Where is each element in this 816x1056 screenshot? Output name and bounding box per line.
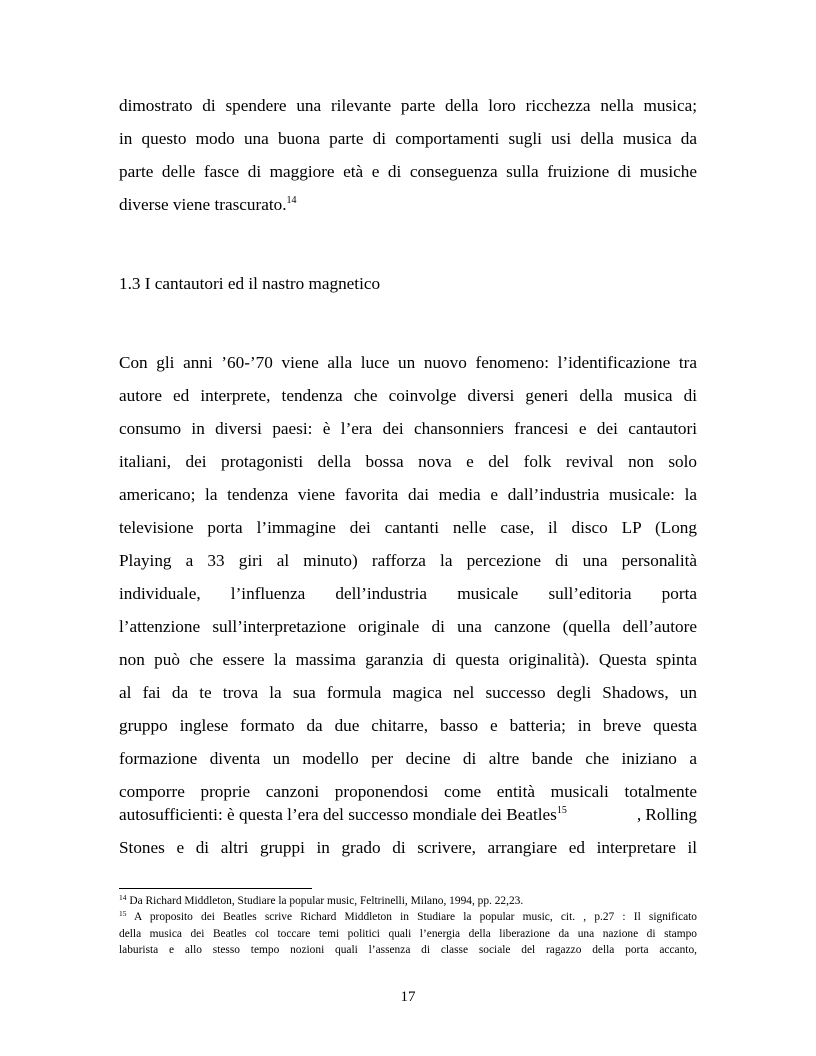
body-line: autosufficienti: è questa l’era del successo mondiale dei Beatles$^{15}$ , Rolling [119,805,697,824]
body-line: gruppo inglese formato da due chitarre, basso e batteria; in breve questa [119,716,697,735]
intro-line: dimostrato di spendere una rilevante parte della loro ricchezza nella musica; [119,96,697,115]
body-line: non può che essere la massima garanzia di questa originalità). Questa spinta [119,650,697,669]
page-number: 17 [400,989,416,1005]
body-line: al fai da te trova la sua formula magica nel successo degli Shadows, un [119,683,697,702]
body-line: l’attenzione sull’interpretazione originale di una canzone (quella dell’autore [119,617,697,636]
body-line: comporre proprie canzoni proponendosi come entità musicali totalmente [119,782,697,801]
body-line: Stones e di altri gruppi in grado di scrivere, arrangiare ed interpretare il [119,838,697,857]
section-heading: 1.3 I cantautori ed il nastro magnetico [119,274,381,293]
footnote-15: $^{15}$ A proposito dei Beatles scrive Richard Middleton in Studiare la popular music, cit. , p.27 : Il significato [119,910,697,923]
intro-line: in questo modo una buona parte di comportamenti sugli usi della musica da [119,129,697,148]
body-line: televisione porta l’immagine dei cantanti nelle case, il disco LP (Long [119,518,697,537]
body-line: Con gli anni ’60-’70 viene alla luce un nuovo fenomeno: l’identificazione tra [119,353,697,372]
intro-line: diverse viene trascurato.$^{14}$ [119,195,297,214]
body-line: autore ed interprete, tendenza che coinvolge diversi generi della musica di [119,386,697,405]
body-line: italiani, dei protagonisti della bossa nova e del folk revival non solo [119,452,697,471]
body-line: formazione diventa un modello per decine di altre bande che iniziano a [119,749,697,768]
intro-line: parte delle fasce di maggiore età e di conseguenza sulla fruizione di musiche [119,162,697,181]
body-line: Playing a 33 giri al minuto) rafforza la percezione di una personalità [119,551,697,570]
footnote-14: $^{14}$ Da Richard Middleton, Studiare la popular music, Feltrinelli, Milano, 1994, pp. 22,23. [119,893,524,907]
body-line: americano; la tendenza viene favorita dai media e dall’industria musicale: la [119,485,697,504]
footnote-15-line: laburista e allo stesso tempo nozioni quali l’assenza di classe sociale del ragazzo della porta accanto, [119,944,697,956]
footnote-ref[interactable]: 14 [286,195,297,206]
body-line: individuale, l’influenza dell’industria musicale sull’editoria porta [119,584,697,603]
footnote-separator [119,888,312,889]
footnote-ref[interactable]: 15 [556,805,567,816]
footnote-15-line: della musica dei Beatles col toccare temi politici quali l’energia della liberazione da una nazione di stampo [119,928,697,940]
body-line: consumo in diversi paesi: è l’era dei chansonniers francesi e dei cantautori [119,419,697,438]
